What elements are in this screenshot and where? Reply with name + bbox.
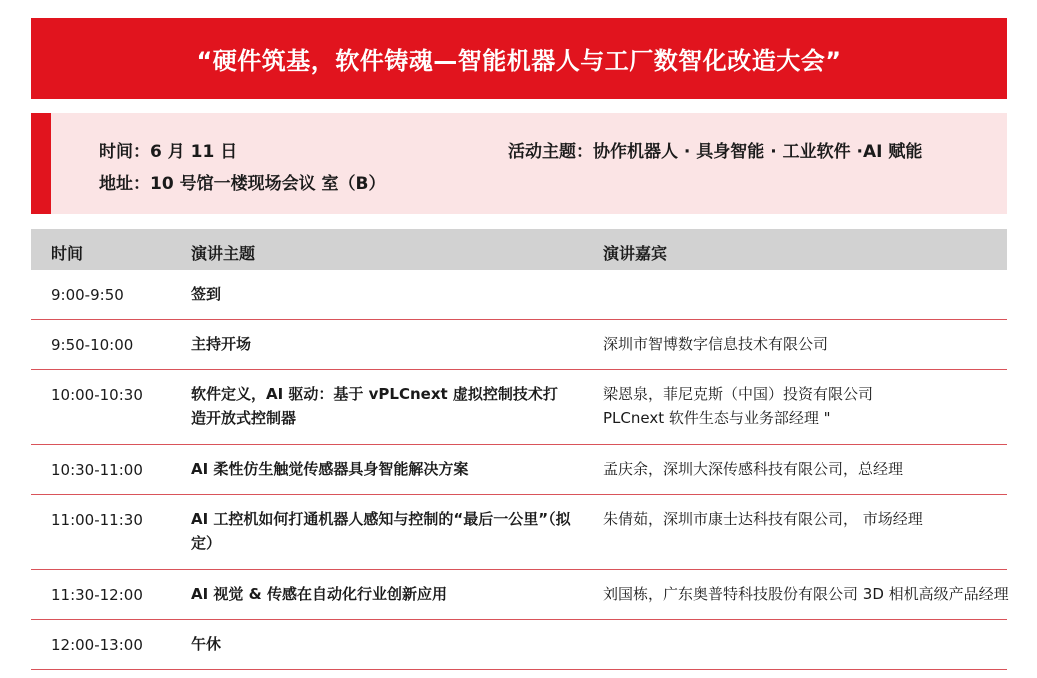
row-topic: 午休: [191, 635, 222, 653]
header-topic: 演讲主题: [191, 244, 256, 263]
row-time: 11:00-11:30: [51, 511, 143, 529]
event-place: 地址：10 号馆一楼现场会议 室（B）: [99, 174, 386, 194]
row-speaker: [603, 457, 1007, 481]
row-time: 10:00-10:30: [51, 386, 143, 404]
table-row: [31, 495, 1007, 570]
row-speaker: [603, 382, 1007, 430]
row-topic: AI 工控机如何打通机器人感知与控制的“最后一公里”（拟定）: [191, 510, 571, 552]
row-time: 9:00-9:50: [51, 286, 124, 304]
table-row: [31, 370, 1007, 445]
row-speaker: [603, 582, 1007, 606]
schedule-table-header: [31, 229, 1007, 270]
row-topic: 主持开场: [191, 335, 252, 353]
event-title: “硬件筑基，软件铸魂—智能机器人与工厂数智化改造大会”: [196, 47, 842, 75]
row-speaker-line: PLCnext 软件生态与业务部经理 ": [603, 409, 831, 427]
row-speaker-line: 朱倩茹，深圳市康士达科技有限公司， 市场经理: [603, 510, 923, 528]
row-topic: AI 视觉 & 传感在自动化行业创新应用: [191, 585, 447, 603]
table-row: [31, 570, 1007, 620]
table-row: [31, 320, 1007, 370]
event-info-panel: [31, 113, 1007, 214]
header-speaker: 演讲嘉宾: [603, 244, 668, 263]
row-time: 12:00-13:00: [51, 636, 143, 654]
event-title-banner: [31, 18, 1007, 99]
table-row: [31, 270, 1007, 320]
row-time: 10:30-11:00: [51, 461, 143, 479]
table-row: [31, 620, 1007, 670]
event-theme: 活动主题：协作机器人 · 具身智能 · 工业软件 ·AI 赋能: [508, 142, 923, 162]
row-speaker-line: 深圳市智博数字信息技术有限公司: [603, 335, 829, 353]
row-speaker-line: 孟庆余，深圳大深传感科技有限公司，总经理: [603, 460, 904, 478]
row-time: 9:50-10:00: [51, 336, 134, 354]
info-accent-bar: [31, 113, 51, 214]
row-speaker: [603, 332, 1007, 356]
row-speaker: [603, 507, 1007, 531]
row-topic: AI 柔性仿生触觉传感器具身智能解决方案: [191, 460, 469, 478]
row-speaker-line: 刘国栋，广东奥普特科技股份有限公司 3D 相机高级产品经理: [603, 585, 1009, 603]
event-time: 时间：6 月 11 日: [99, 142, 238, 162]
row-topic: 签到: [191, 285, 222, 303]
row-topic: 软件定义，AI 驱动：基于 vPLCnext 虚拟控制技术打造开放式控制器: [191, 385, 558, 427]
row-time: 11:30-12:00: [51, 586, 143, 604]
row-speaker-line: 梁恩泉，菲尼克斯（中国）投资有限公司: [603, 385, 874, 403]
header-time: 时间: [51, 244, 84, 263]
table-row: [31, 445, 1007, 495]
